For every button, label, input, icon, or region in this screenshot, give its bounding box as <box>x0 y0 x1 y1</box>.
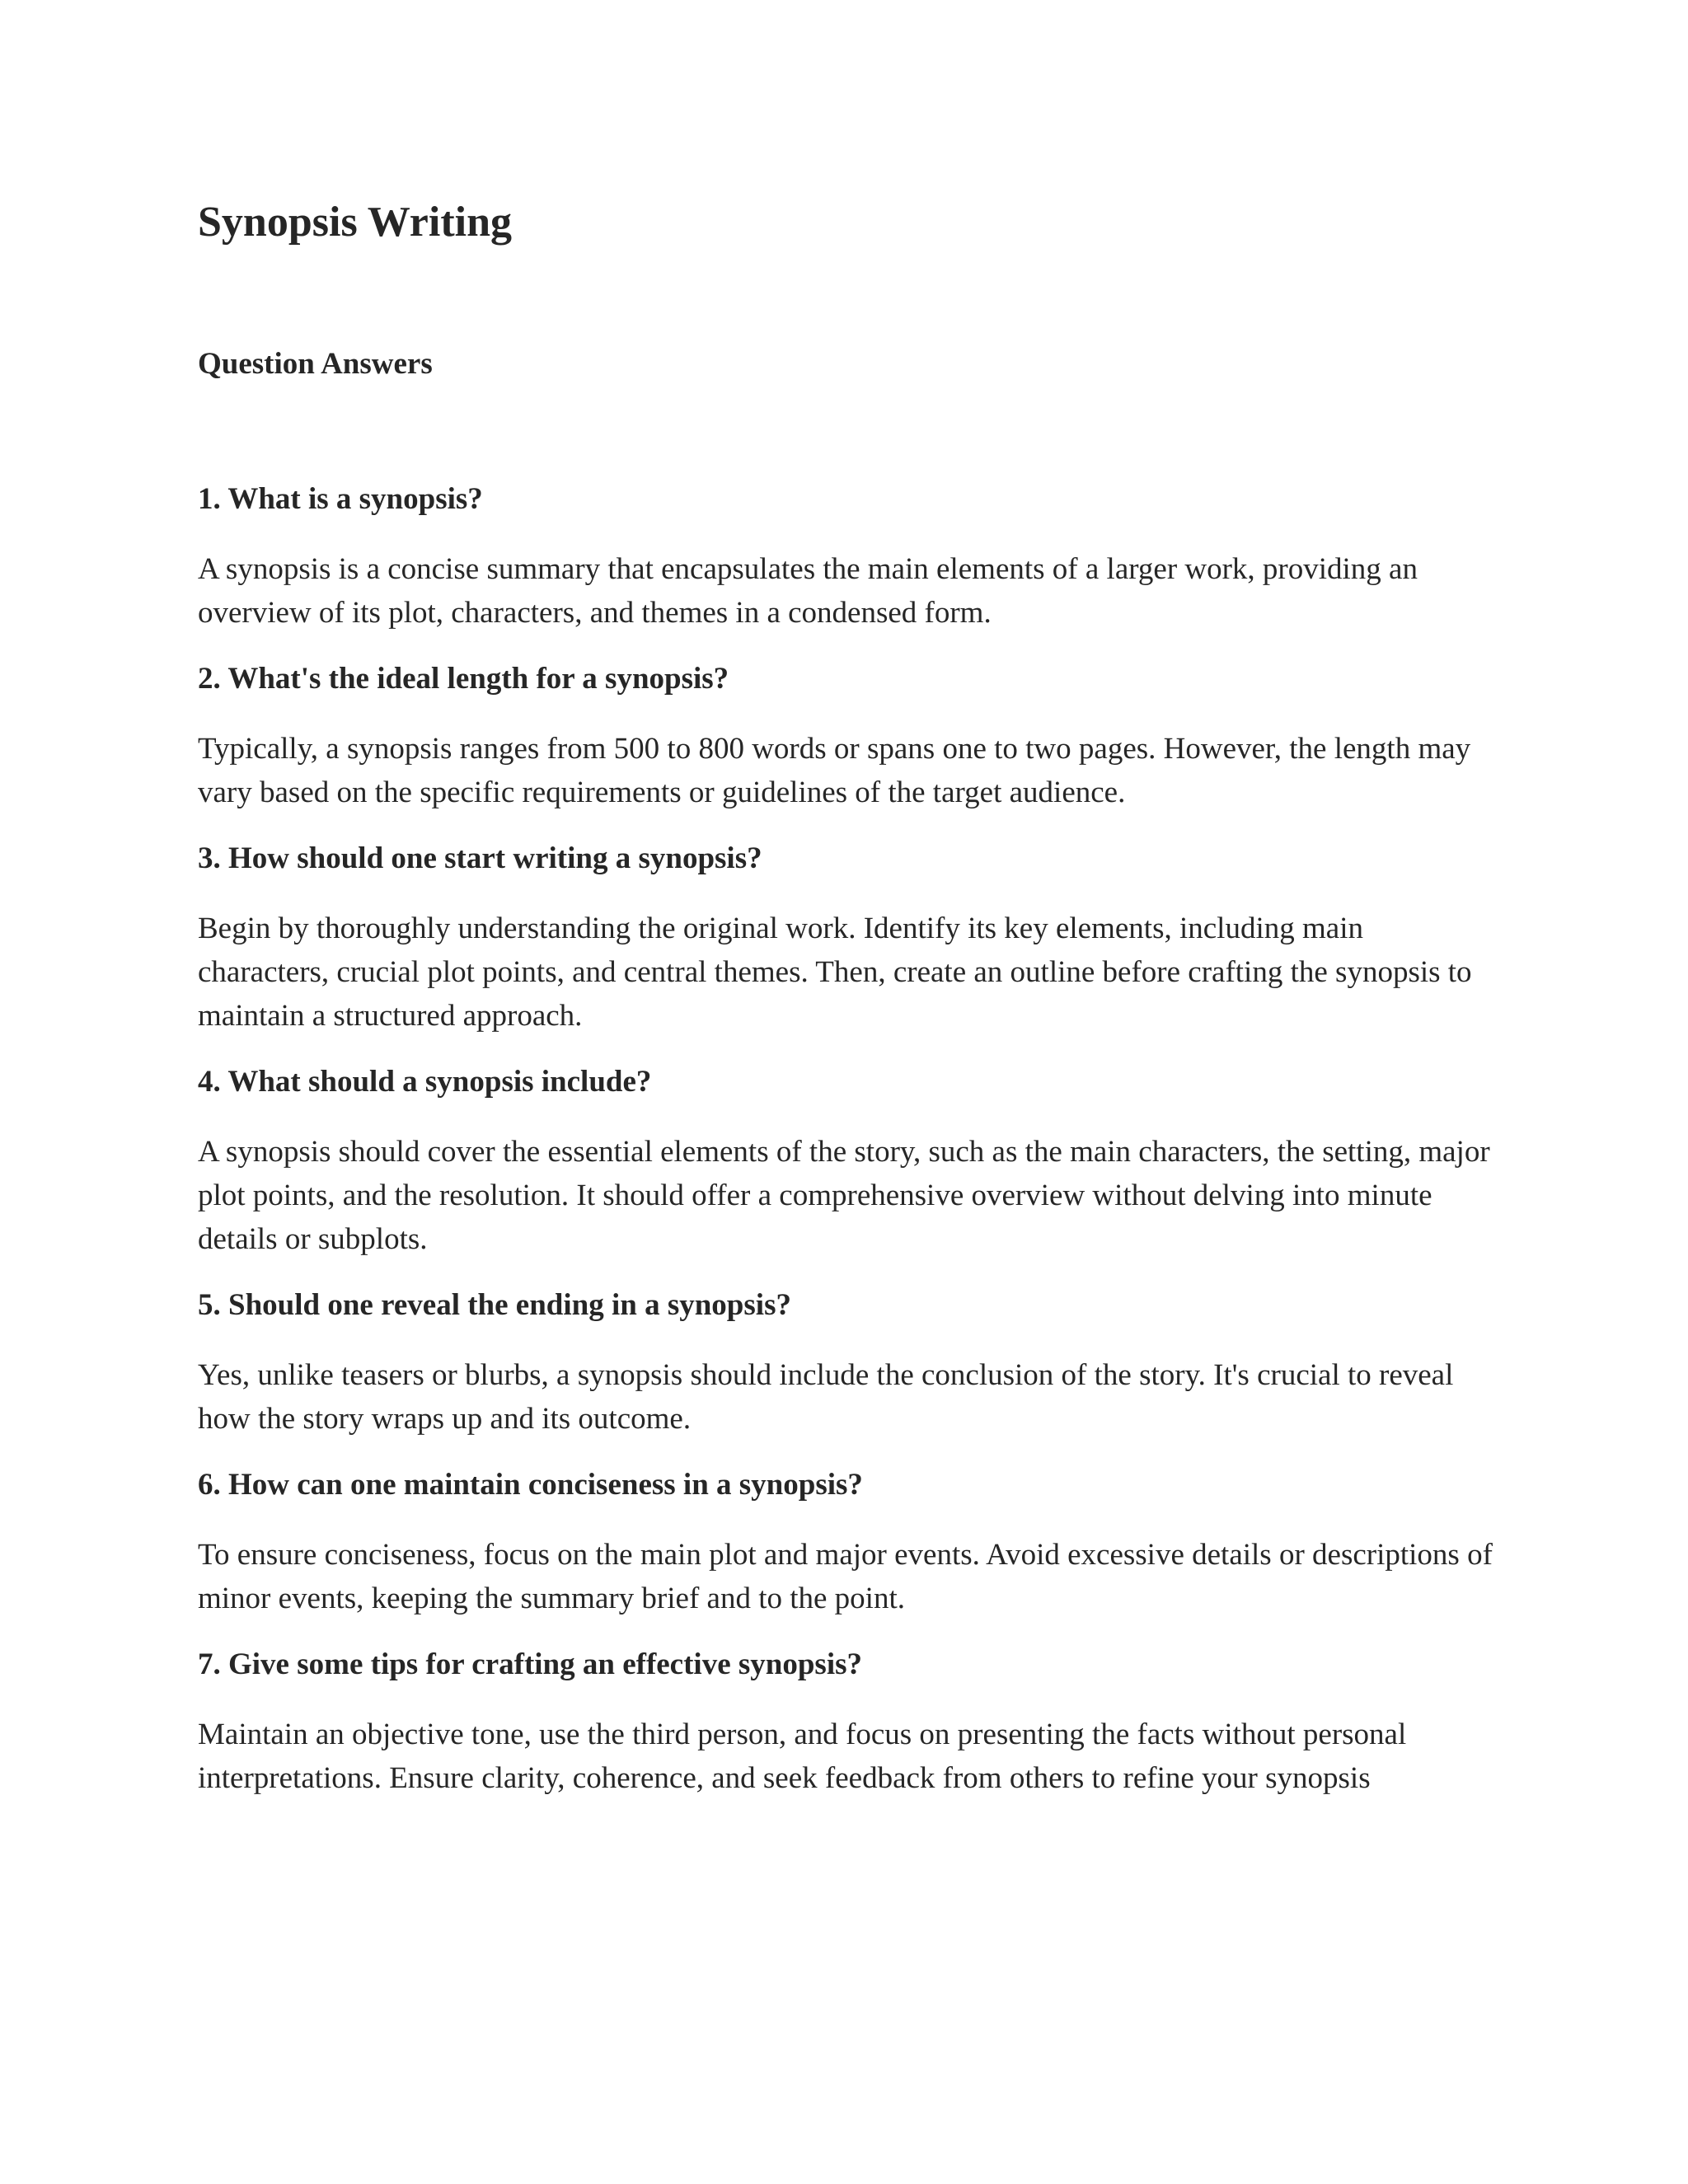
qa-item <box>198 659 1500 814</box>
answer-paragraph: To ensure conciseness, focus on the main plot and major events. Avoid excessive details or descriptions of minor events, keeping the summary brief and to the point. <box>198 1538 1493 1615</box>
question-heading: 3. How should one start writing a synopsis? <box>198 841 762 875</box>
qa-item <box>198 1062 1500 1261</box>
question-heading: 4. What should a synopsis include? <box>198 1065 652 1099</box>
qa-item <box>198 1286 1500 1441</box>
answer-paragraph: A synopsis is a concise summary that encapsulates the main elements of a larger work, providing an overview of its plot, characters, and themes in a condensed form. <box>198 552 1418 630</box>
question-heading: 7. Give some tips for crafting an effective synopsis? <box>198 1647 863 1681</box>
answer-paragraph: Yes, unlike teasers or blurbs, a synopsis should include the conclusion of the story. It's crucial to reveal how the story wraps up and its outcome. <box>198 1358 1454 1436</box>
answer-paragraph: Maintain an objective tone, use the third person, and focus on presenting the facts without personal interpretations. Ensure clarity, coherence, and seek feedback from others to refine your synopsis <box>198 1718 1407 1795</box>
qa-list <box>198 480 1500 1800</box>
qa-item <box>198 839 1500 1038</box>
document-content <box>198 196 1500 1825</box>
qa-item <box>198 480 1500 635</box>
question-heading: 6. How can one maintain conciseness in a synopsis? <box>198 1468 863 1502</box>
question-heading: 2. What's the ideal length for a synopsis? <box>198 662 729 696</box>
document-subtitle: Question Answers <box>198 347 433 381</box>
document-title: Synopsis Writing <box>198 199 513 246</box>
answer-paragraph: Typically, a synopsis ranges from 500 to 800 words or spans one to two pages. However, the length may vary based on the specific requirements or guidelines of the target audience. <box>198 732 1471 809</box>
question-heading: 5. Should one reveal the ending in a synopsis? <box>198 1288 791 1322</box>
question-heading: 1. What is a synopsis? <box>198 482 483 516</box>
qa-item <box>198 1465 1500 1620</box>
answer-paragraph: Begin by thoroughly understanding the original work. Identify its key elements, including main characters, crucial plot points, and central themes. Then, create an outline before crafting the synopsis to maintain a structured approach. <box>198 912 1472 1033</box>
qa-item <box>198 1645 1500 1800</box>
answer-paragraph: A synopsis should cover the essential elements of the story, such as the main characters, the setting, major plot points, and the resolution. It should offer a comprehensive overview without delving into minute details or subplots. <box>198 1135 1490 1256</box>
